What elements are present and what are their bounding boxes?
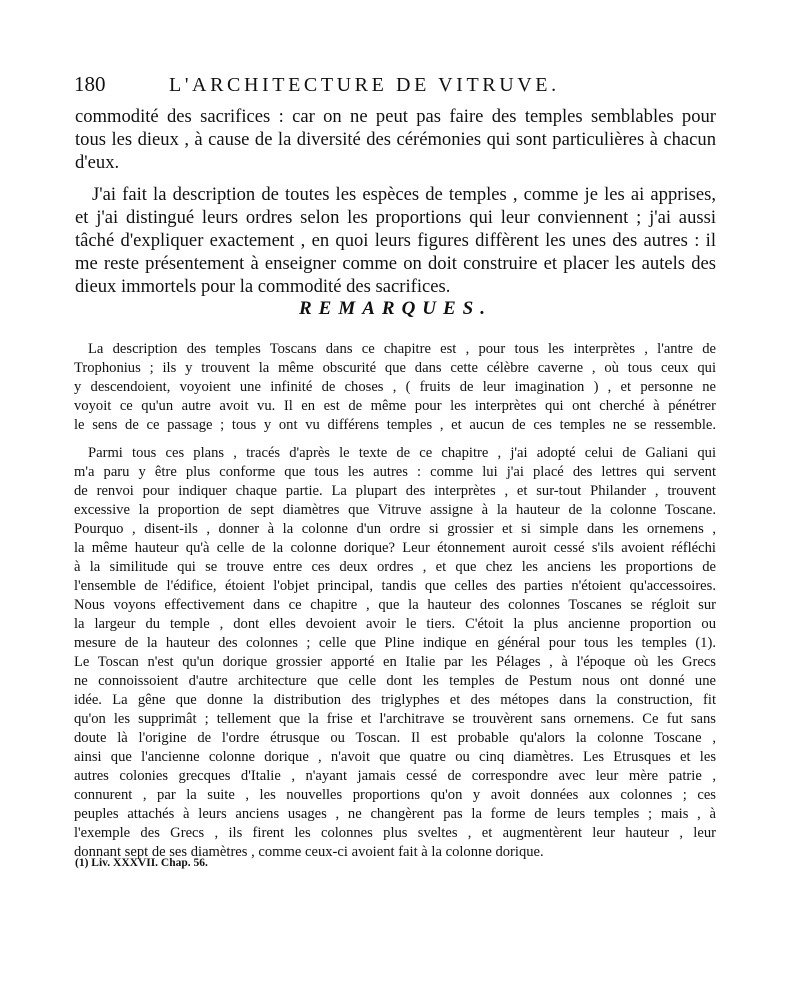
remark-line: autres colonies grecques d'Italie , n'ayant jamais cessé de correspondre avec leur mère patrie ,: [74, 768, 716, 784]
remark-line: doute là l'origine de l'ordre étrusque ou Toscan. Il est probable qu'alors la colonne Toscane ,: [74, 730, 716, 746]
section-title: REMARQUES.: [298, 298, 493, 319]
remark-line: de renvoi pour indiquer chaque partie. La plupart des interprètes , et sur-tout Philander , trouvent: [74, 483, 716, 499]
remark-line: ne connoissoient d'autre architecture que celle dont les temples de Pestum nous ont donné une: [74, 673, 716, 689]
remark-line: l'exemple des Grecs , ils firent les colonnes plus sveltes , et augmentèrent leur hauteur , leur: [74, 825, 716, 841]
remark-line: Trophonius ; ils y trouvent la même obscurité que dans cette célèbre caverne , où tous ceux qui: [74, 360, 716, 376]
remark-line: Nous voyons effectivement dans ce chapitre , que la hauteur des colonnes Toscanes se régloit sur: [74, 597, 716, 613]
text-line: d'eux.: [75, 152, 120, 173]
page-header: [74, 72, 714, 100]
text-line: tous les dieux , à cause de la diversité des cérémonies qui sont particulières à chacun: [75, 129, 716, 150]
remark-line: Pourquo , disent-ils , donner à la colonne d'un ordre si grossier et si simple dans les ornemens ,: [74, 521, 716, 537]
text-line: me reste présentement à enseigner comme on doit construire et placer les autels des: [75, 253, 716, 274]
text-line: commodité des sacrifices : car on ne peut pas faire des temples semblables pour: [75, 106, 716, 127]
remark-line: donnant sept de ses diamètres , comme ceux-ci avoient fait à la colonne dorique.: [74, 844, 544, 860]
remark-line: La description des temples Toscans dans ce chapitre est , pour tous les interprètes , l'antre de: [88, 341, 716, 357]
remark-line: à la similitude qui se trouve entre ces deux ordres , et que chez les anciens les proportions de: [74, 559, 716, 575]
text-line: J'ai fait la description de toutes les espèces de temples , comme je les ai apprises,: [92, 184, 716, 205]
text-line: dieux immortels pour la commodité des sacrifices.: [75, 276, 451, 297]
remark-line: peuples attachés à leurs anciens usages , ne changèrent pas la forme de leurs temples ; mais , à: [74, 806, 716, 822]
remark-line: la même hauteur qu'à celle de la colonne dorique? Leur étonnement auroit cessé s'ils avoient réfléchi: [74, 540, 716, 556]
remark-line: Parmi tous ces plans , tracés d'après le texte de ce chapitre , j'ai adopté celui de Galiani qui: [88, 445, 716, 461]
remark-line: idée. La gêne que donne la distribution des triglyphes et des métopes dans la construction, fit: [74, 692, 716, 708]
remark-line: l'ensemble de l'édifice, étoient l'objet principal, tandis que celles des parties n'étoient qu'accessoires.: [74, 578, 716, 594]
remark-line: ainsi que l'ancienne colonne dorique , n'avoit que quatre ou cinq diamètres. Les Etrusques et les: [74, 749, 716, 765]
remark-line: la largeur du temple , dont elles devoient avoir le tiers. C'étoit la plus ancienne proportion ou: [74, 616, 716, 632]
footnote: (1) Liv. XXXVII. Chap. 56.: [75, 857, 208, 869]
remark-line: m'a paru y être plus conforme que tous les autres : comme lui j'ai placé des lettres qui servent: [74, 464, 716, 480]
running-title: L'ARCHITECTURE DE VITRUVE.: [169, 74, 560, 96]
remark-line: excessive la proportion de sept diamètres que Vitruve assigne à la hauteur de la colonne Toscane.: [74, 502, 716, 518]
remark-line: qu'on les supprimât ; tellement que la frise et l'architrave se trouvèrent sans ornemens. Ce fut sans: [74, 711, 716, 727]
remark-line: mesure de la hauteur des colonnes ; celle que Pline indique en général pour tous les temples (1).: [74, 635, 716, 651]
page-number: 180: [74, 72, 106, 96]
remark-line: y descendoient, voyoient une infinité de choses , ( fruits de leur imagination ) , et personne ne: [74, 379, 716, 395]
remark-line: le sens de ce passage ; tous y ont vu différens temples , et aucun de ces temples ne se ressemble.: [74, 417, 716, 433]
remark-line: connurent , par la suite , les nouvelles proportions qu'on y avoit données aux colonnes ; ces: [74, 787, 716, 803]
remark-line: voyoit ce qu'un autre avoit vu. Il en est de même pour les interprètes qui ont cherché à pénétrer: [74, 398, 716, 414]
text-line: tâché d'expliquer exactement , en quoi leurs figures diffèrent les unes des autres : il: [75, 230, 716, 251]
remark-line: Le Toscan n'est qu'un dorique grossier apporté en Italie par les Pélages , à l'époque où les Grecs: [74, 654, 716, 670]
text-line: et j'ai distingué leurs ordres selon les proportions qui leur conviennent ; j'ai aussi: [75, 207, 716, 228]
